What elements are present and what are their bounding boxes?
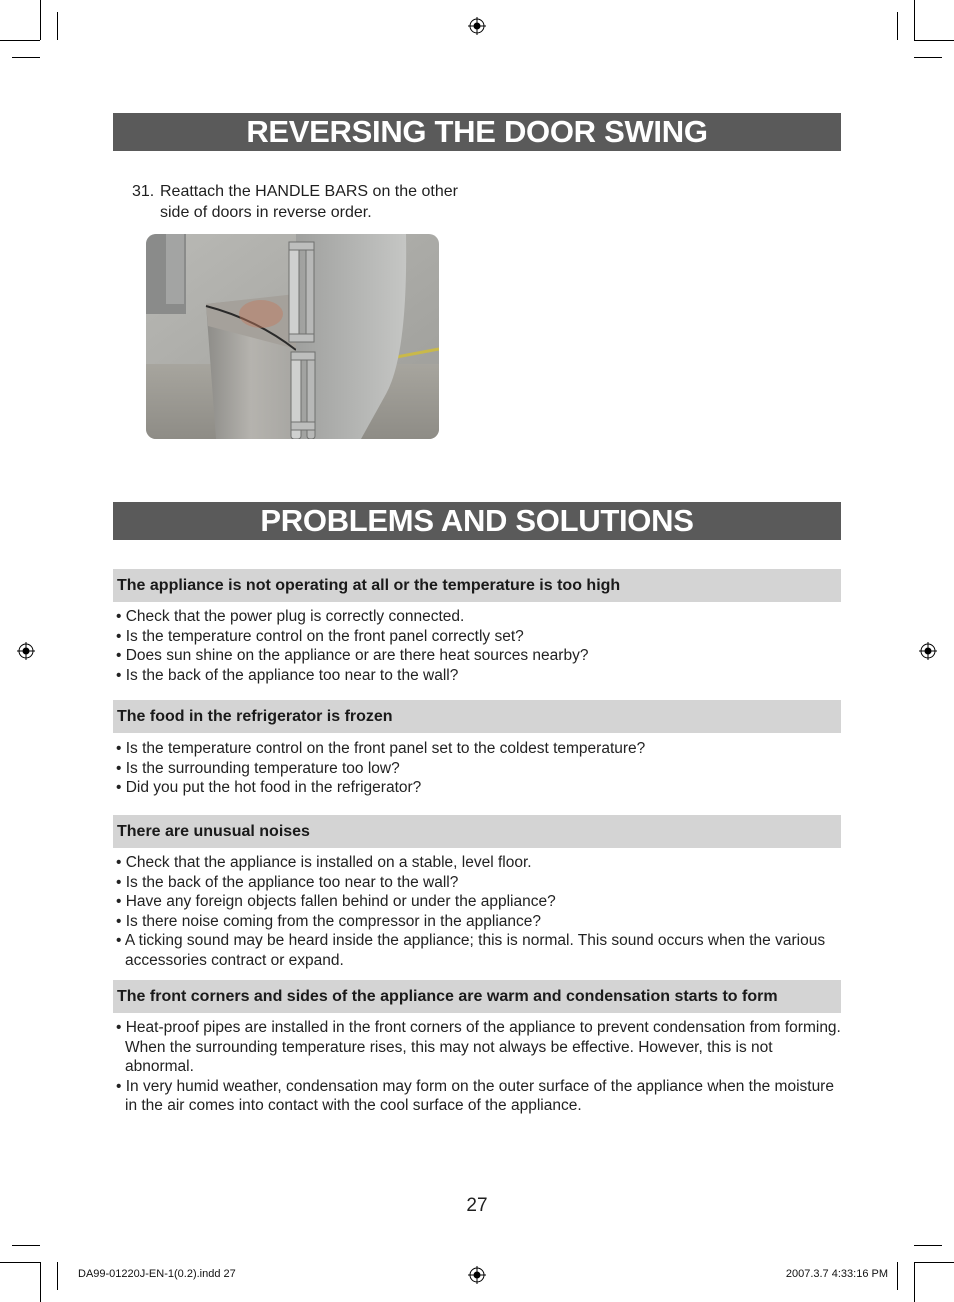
step-text-line1: Reattach the HANDLE BARS on the other bbox=[160, 183, 458, 200]
crop-mark bbox=[0, 1262, 40, 1263]
crop-mark bbox=[57, 12, 58, 40]
step-31 bbox=[132, 181, 458, 223]
crop-mark bbox=[12, 1245, 40, 1246]
step-number: 31. bbox=[132, 183, 155, 200]
solution-list bbox=[116, 739, 846, 798]
list-item: • Check that the power plug is correctly connected. bbox=[116, 608, 465, 625]
crop-mark bbox=[40, 0, 41, 40]
step-text-line2: side of doors in reverse order. bbox=[160, 204, 372, 221]
list-item: • Does sun shine on the appliance or are there heat sources nearby? bbox=[116, 647, 589, 664]
footer-timestamp: 2007.3.7 4:33:16 PM bbox=[785, 1268, 888, 1280]
list-item: • Is the back of the appliance too near to the wall? bbox=[116, 666, 459, 684]
list-item: • Is the temperature control on the front panel correctly set? bbox=[116, 627, 524, 645]
list-item: • Did you put the hot food in the refrigerator? bbox=[116, 779, 422, 796]
list-item: • In very humid weather, condensation may form on the outer surface of the appliance when the moisture in the air comes into contact with the cool surface of the appliance. bbox=[116, 1077, 834, 1114]
crop-mark bbox=[12, 57, 40, 58]
crop-mark bbox=[914, 57, 942, 58]
section-title-problems: PROBLEMS AND SOLUTIONS bbox=[113, 502, 841, 540]
list-item: • Is there noise coming from the compressor in the appliance? bbox=[116, 912, 542, 930]
registration-mark-icon bbox=[468, 17, 486, 35]
crop-mark bbox=[914, 40, 954, 41]
list-item: • Is the temperature control on the front panel set to the coldest temperature? bbox=[116, 740, 646, 757]
crop-mark bbox=[0, 40, 40, 41]
problem-heading: The front corners and sides of the appliance are warm and condensation starts to form bbox=[113, 980, 841, 1013]
problem-heading: There are unusual noises bbox=[113, 815, 841, 848]
crop-mark bbox=[57, 1262, 58, 1290]
crop-mark bbox=[897, 12, 898, 40]
crop-mark bbox=[914, 1262, 954, 1263]
refrigerator-handle-photo bbox=[146, 234, 439, 439]
crop-mark bbox=[40, 1262, 41, 1302]
crop-mark bbox=[897, 1262, 898, 1290]
registration-mark-icon bbox=[919, 642, 937, 660]
registration-mark-icon bbox=[468, 1266, 486, 1284]
section-title-reversing-door: REVERSING THE DOOR SWING bbox=[113, 113, 841, 151]
solution-list bbox=[116, 607, 846, 685]
crop-mark bbox=[914, 0, 915, 40]
list-item: • Is the back of the appliance too near to the wall? bbox=[116, 873, 459, 891]
problem-heading: The food in the refrigerator is frozen bbox=[113, 700, 841, 733]
solution-list bbox=[116, 1018, 842, 1116]
registration-mark-icon bbox=[17, 642, 35, 660]
problem-heading: The appliance is not operating at all or the temperature is too high bbox=[113, 569, 841, 602]
page-number: 27 bbox=[466, 1195, 488, 1216]
list-item: • Is the surrounding temperature too low? bbox=[116, 759, 400, 777]
list-item: • Have any foreign objects fallen behind or under the appliance? bbox=[116, 893, 556, 910]
footer-file-info: DA99-01220J-EN-1(0.2).indd 27 bbox=[78, 1268, 236, 1280]
crop-mark bbox=[914, 1262, 915, 1302]
list-item: • Heat-proof pipes are installed in the front corners of the appliance to prevent condensation from forming. When the surrounding temperature rises, this may not always be effective. However, this is not abnormal. bbox=[116, 1019, 841, 1075]
list-item: • A ticking sound may be heard inside the appliance; this is normal. This sound occurs when the various accessories contract or expand. bbox=[116, 932, 826, 969]
solution-list bbox=[116, 853, 828, 970]
list-item: • Check that the appliance is installed on a stable, level floor. bbox=[116, 854, 532, 871]
crop-mark bbox=[914, 1245, 942, 1246]
